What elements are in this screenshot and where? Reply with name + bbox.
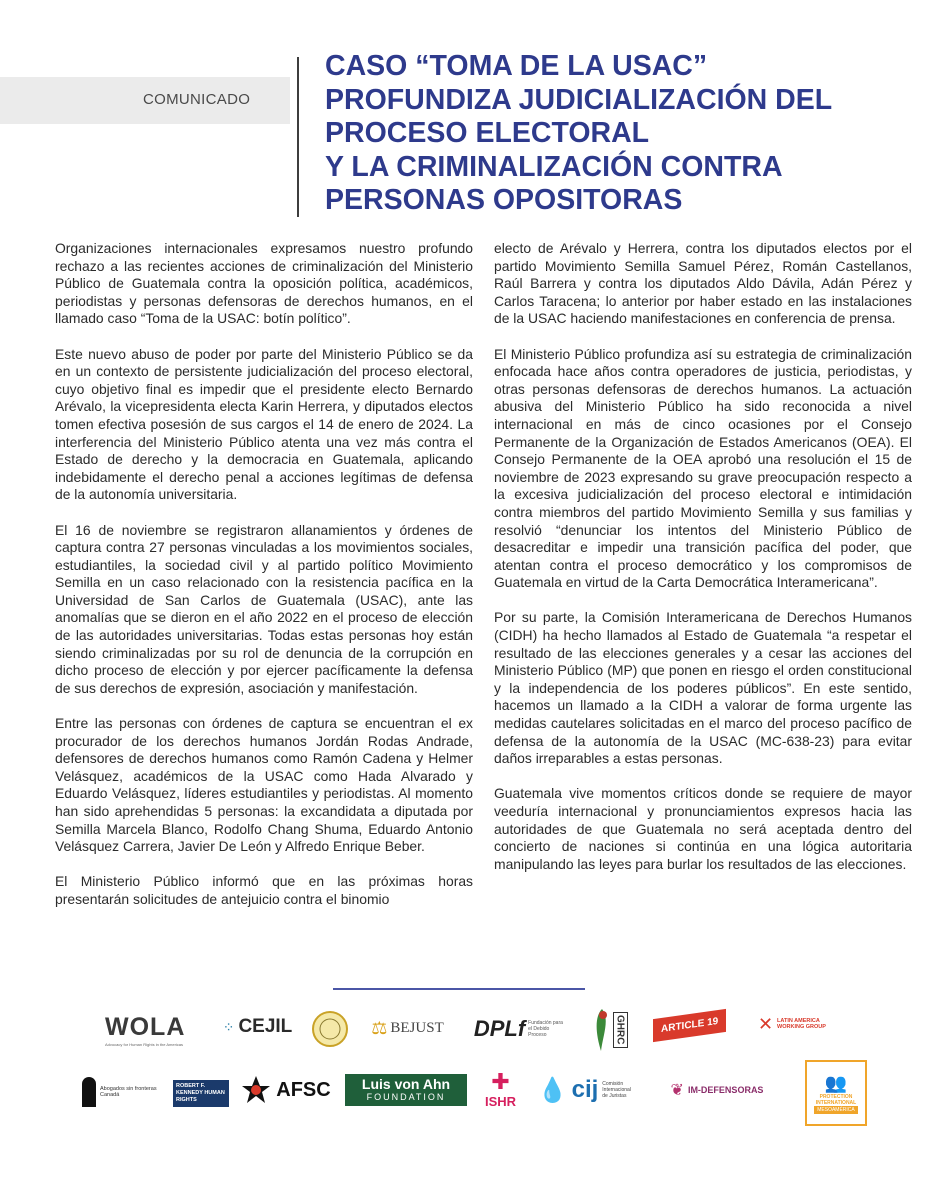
- afsc-logo: [238, 1072, 333, 1108]
- quetzal-icon: [591, 1005, 613, 1055]
- imd-wordmark: IM-DEFENSORAS: [687, 1085, 764, 1095]
- imd-wings-icon: ❦: [670, 1082, 684, 1099]
- footer-rule: [333, 988, 585, 990]
- dplf-wordmark: DPLf: [473, 1016, 526, 1041]
- pi-wordmark: PROTECTION INTERNATIONAL: [815, 1094, 857, 1106]
- article19-wordmark: ARTICLE 19: [653, 1008, 726, 1041]
- ishr-wordmark: ISHR: [484, 1093, 517, 1109]
- ghrc-logo: [585, 1000, 633, 1060]
- paragraph: Este nuevo abuso de poder por parte del Ministerio Público se da en un contexto de persistente judicialización del proceso electoral, cuyo objetivo final es impedir que el presidente electo Bernardo Arévalo, la vicepresidenta electa Karin Herrera, y diputados electos tomen efectiva posesión de sus cargos el 14 de enero de 2024. La interferencia del Ministerio Público atenta una vez más contra el Estado de derecho y la democracia en Guatemala, aplicando indebidamente el derecho penal a acciones legítimas de defensa de la autonomía universitaria.: [55, 345, 473, 503]
- title-line: CASO “TOMA DE LA USAC”: [325, 50, 708, 82]
- pi-tagline: MESOAMÉRICA: [814, 1106, 858, 1114]
- rfk-logo: [172, 1077, 230, 1109]
- cij-drop-icon: 💧: [537, 1076, 568, 1104]
- cij-logo: [532, 1070, 642, 1110]
- cejil-logo: [210, 1012, 305, 1042]
- wola-tagline: Advocacy for Human Rights in the Americas: [105, 1042, 184, 1047]
- lawyers-figure-icon: [82, 1077, 96, 1107]
- scales-icon: ⚖: [371, 1017, 388, 1038]
- cejil-wordmark: CEJIL: [238, 1016, 293, 1037]
- lawg-arrows-icon: ✕: [757, 1013, 774, 1034]
- article19-logo: [650, 1010, 730, 1040]
- lva-wordmark: Luis von Ahn: [361, 1076, 451, 1092]
- title-line: Y LA CRIMINALIZACIÓN CONTRA: [325, 150, 783, 183]
- dplf-tagline: Fundación para el Debido Proceso: [528, 1020, 563, 1038]
- title-line: PERSONAS OPOSITORAS: [325, 184, 683, 216]
- lva-tagline: FOUNDATION: [366, 1092, 446, 1102]
- imd-logo: [652, 1078, 782, 1102]
- paragraph: Guatemala vive momentos críticos donde se requiere de mayor veeduría internacional y pronunciamientos expresos hacia las autoridades de que Guatemala no será aceptada dentro del concierto de naciones si continúa en una lógica autoritaria manipulando las leyes para burlar los resultados de las elecciones.: [494, 785, 912, 872]
- cij-tagline: Comisión Internacional de Juristas: [602, 1081, 631, 1099]
- left-column: [55, 240, 473, 926]
- paragraph: Por su parte, la Comisión Interamericana de Derechos Humanos (CIDH) ha hecho llamados al Estado de Guatemala “a respetar el resultado de las elecciones generales y a cesar las acciones del Ministerio Público (MP) que ponen en riesgo el orden constitucional y la independencia de los poderes públicos”. En este sentido, hacemos un llamado a la CIDH a valorar de forma urgente las medidas cautelares solicitadas en el marco del proceso pacífico de defensa de la autonomía de la USAC (MC-638-23) para evitar daños irreparables a estas personas.: [494, 609, 912, 767]
- dplf-logo: [465, 1014, 575, 1044]
- paragraph: Entre las personas con órdenes de captura se encuentran el ex procurador de los derechos humanos Jordán Rodas Andrade, defensores de derechos humanos como Ramón Cadena y Helmer Velásquez, académicos de la USAC como Hada Alvarado y Eduardo Velásquez, líderes estudiantiles y periodistas. Al momento han sido aprehendidas 5 personas: la excandidata a diputada por Semilla Marcela Blanco, Rodolfo Chang Shuma, Eduardo Antonio Velásquez Carrera, Javier De León y Alfredo Enrique Beber.: [55, 715, 473, 855]
- rfk-wordmark: ROBERT F. KENNEDY HUMAN RIGHTS: [173, 1080, 229, 1107]
- title-line: PROCESO ELECTORAL: [325, 117, 650, 149]
- paragraph: electo de Arévalo y Herrera, contra los diputados electos por el partido Movimiento Semilla Samuel Pérez, Román Castellanos, Raúl Barrera y contra los diputados Aldo Dávila, Adán Pérez y Carlos Taracena; lo anterior por haber estado en las instalaciones de la USAC haciendo manifestaciones en conferencia de prensa.: [494, 240, 912, 327]
- paragraph: El Ministerio Público profundiza así su estrategia de criminalización enfocada hace años contra operadores de justicia, periodistas, y otras personas defensoras de derechos humanos. La actuación abusiva del Ministerio Público ha sido reconocida a nivel internacional en más de cinco ocasiones por el Consejo Permanente de la Organización de Estados Americanos (OEA). El Consejo Permanente de la OEA aprobó una resolución el 15 de noviembre de 2023 expresando su grave preocupación respecto a la excesiva judicialización del proceso electoral e intimidación contra miembros del partido Movimiento Semilla y sus familias y resolvió “denunciar los intentos del Ministerio Público de desacreditar e impedir una transición pacífica del poder, que atentan contra el proceso democrático y los compromisos de Guatemala en virtud de la Carta Democrática Interamericana”.: [494, 345, 912, 591]
- lawyers-logo: [78, 1075, 168, 1109]
- document-type-label: COMUNICADO: [143, 91, 251, 108]
- ghrc-wordmark: GHRC: [613, 1012, 628, 1047]
- bejust-wordmark: BEJUST: [390, 1019, 444, 1036]
- right-column: [494, 240, 912, 891]
- wola-wordmark: WOLA: [105, 1013, 186, 1041]
- cij-wordmark: cij: [571, 1076, 599, 1103]
- seal-icon: [311, 1010, 349, 1048]
- pi-logo: [805, 1060, 867, 1126]
- afsc-star-icon: [240, 1074, 272, 1106]
- afsc-wordmark: AFSC: [276, 1078, 331, 1101]
- paragraph: El Ministerio Público informó que en las próximas horas presentarán solicitudes de antejuicio contra el binomio: [55, 873, 473, 907]
- paragraph: Organizaciones internacionales expresamos nuestro profundo rechazo a las recientes acciones de criminalización del Ministerio Público de Guatemala contra la oposición política, académicos, periodistas y personas defensoras de derechos humanos, en el llamado caso “Toma de la USAC: botín político”.: [55, 240, 473, 327]
- ishr-logo: [478, 1066, 523, 1112]
- lawyers-wordmark: Abogados sin fronteras Canadá: [100, 1086, 157, 1098]
- ishr-figure-icon: ✚: [491, 1068, 510, 1094]
- cejil-dots-icon: ⁘: [222, 1018, 235, 1035]
- bejust-logo: [360, 1014, 455, 1042]
- lva-logo: [345, 1074, 467, 1106]
- title-line: PROFUNDIZA JUDICIALIZACIÓN DEL: [325, 83, 833, 116]
- lawg-wordmark: LATIN AMERICA WORKING GROUP: [777, 1018, 826, 1030]
- page-title: [325, 50, 905, 218]
- pi-people-icon: 👥: [824, 1073, 848, 1093]
- paragraph: El 16 de noviembre se registraron allanamientos y órdenes de captura contra 27 personas vinculadas a los movimientos sociales, estudiantiles, la sociedad civil y al partido político Movimiento Semilla en un caso relacionado con la resistencia pacífica en la Universidad de San Carlos de Guatemala (USAC), ante las anomalías que se dieron en el año 2022 en el proceso de elección de las autoridades universitarias. Todas estas personas hoy están siendo criminalizadas por su rol de denuncia de la corrupción en dicho proceso de elección y por ejercer pacíficamente la defensa de sus derechos de expresión, asociación y manifestación.: [55, 521, 473, 696]
- seal-logo: [311, 1010, 349, 1048]
- lawg-logo: [745, 1010, 860, 1038]
- wola-logo: [105, 1010, 195, 1050]
- header-divider: [297, 57, 299, 217]
